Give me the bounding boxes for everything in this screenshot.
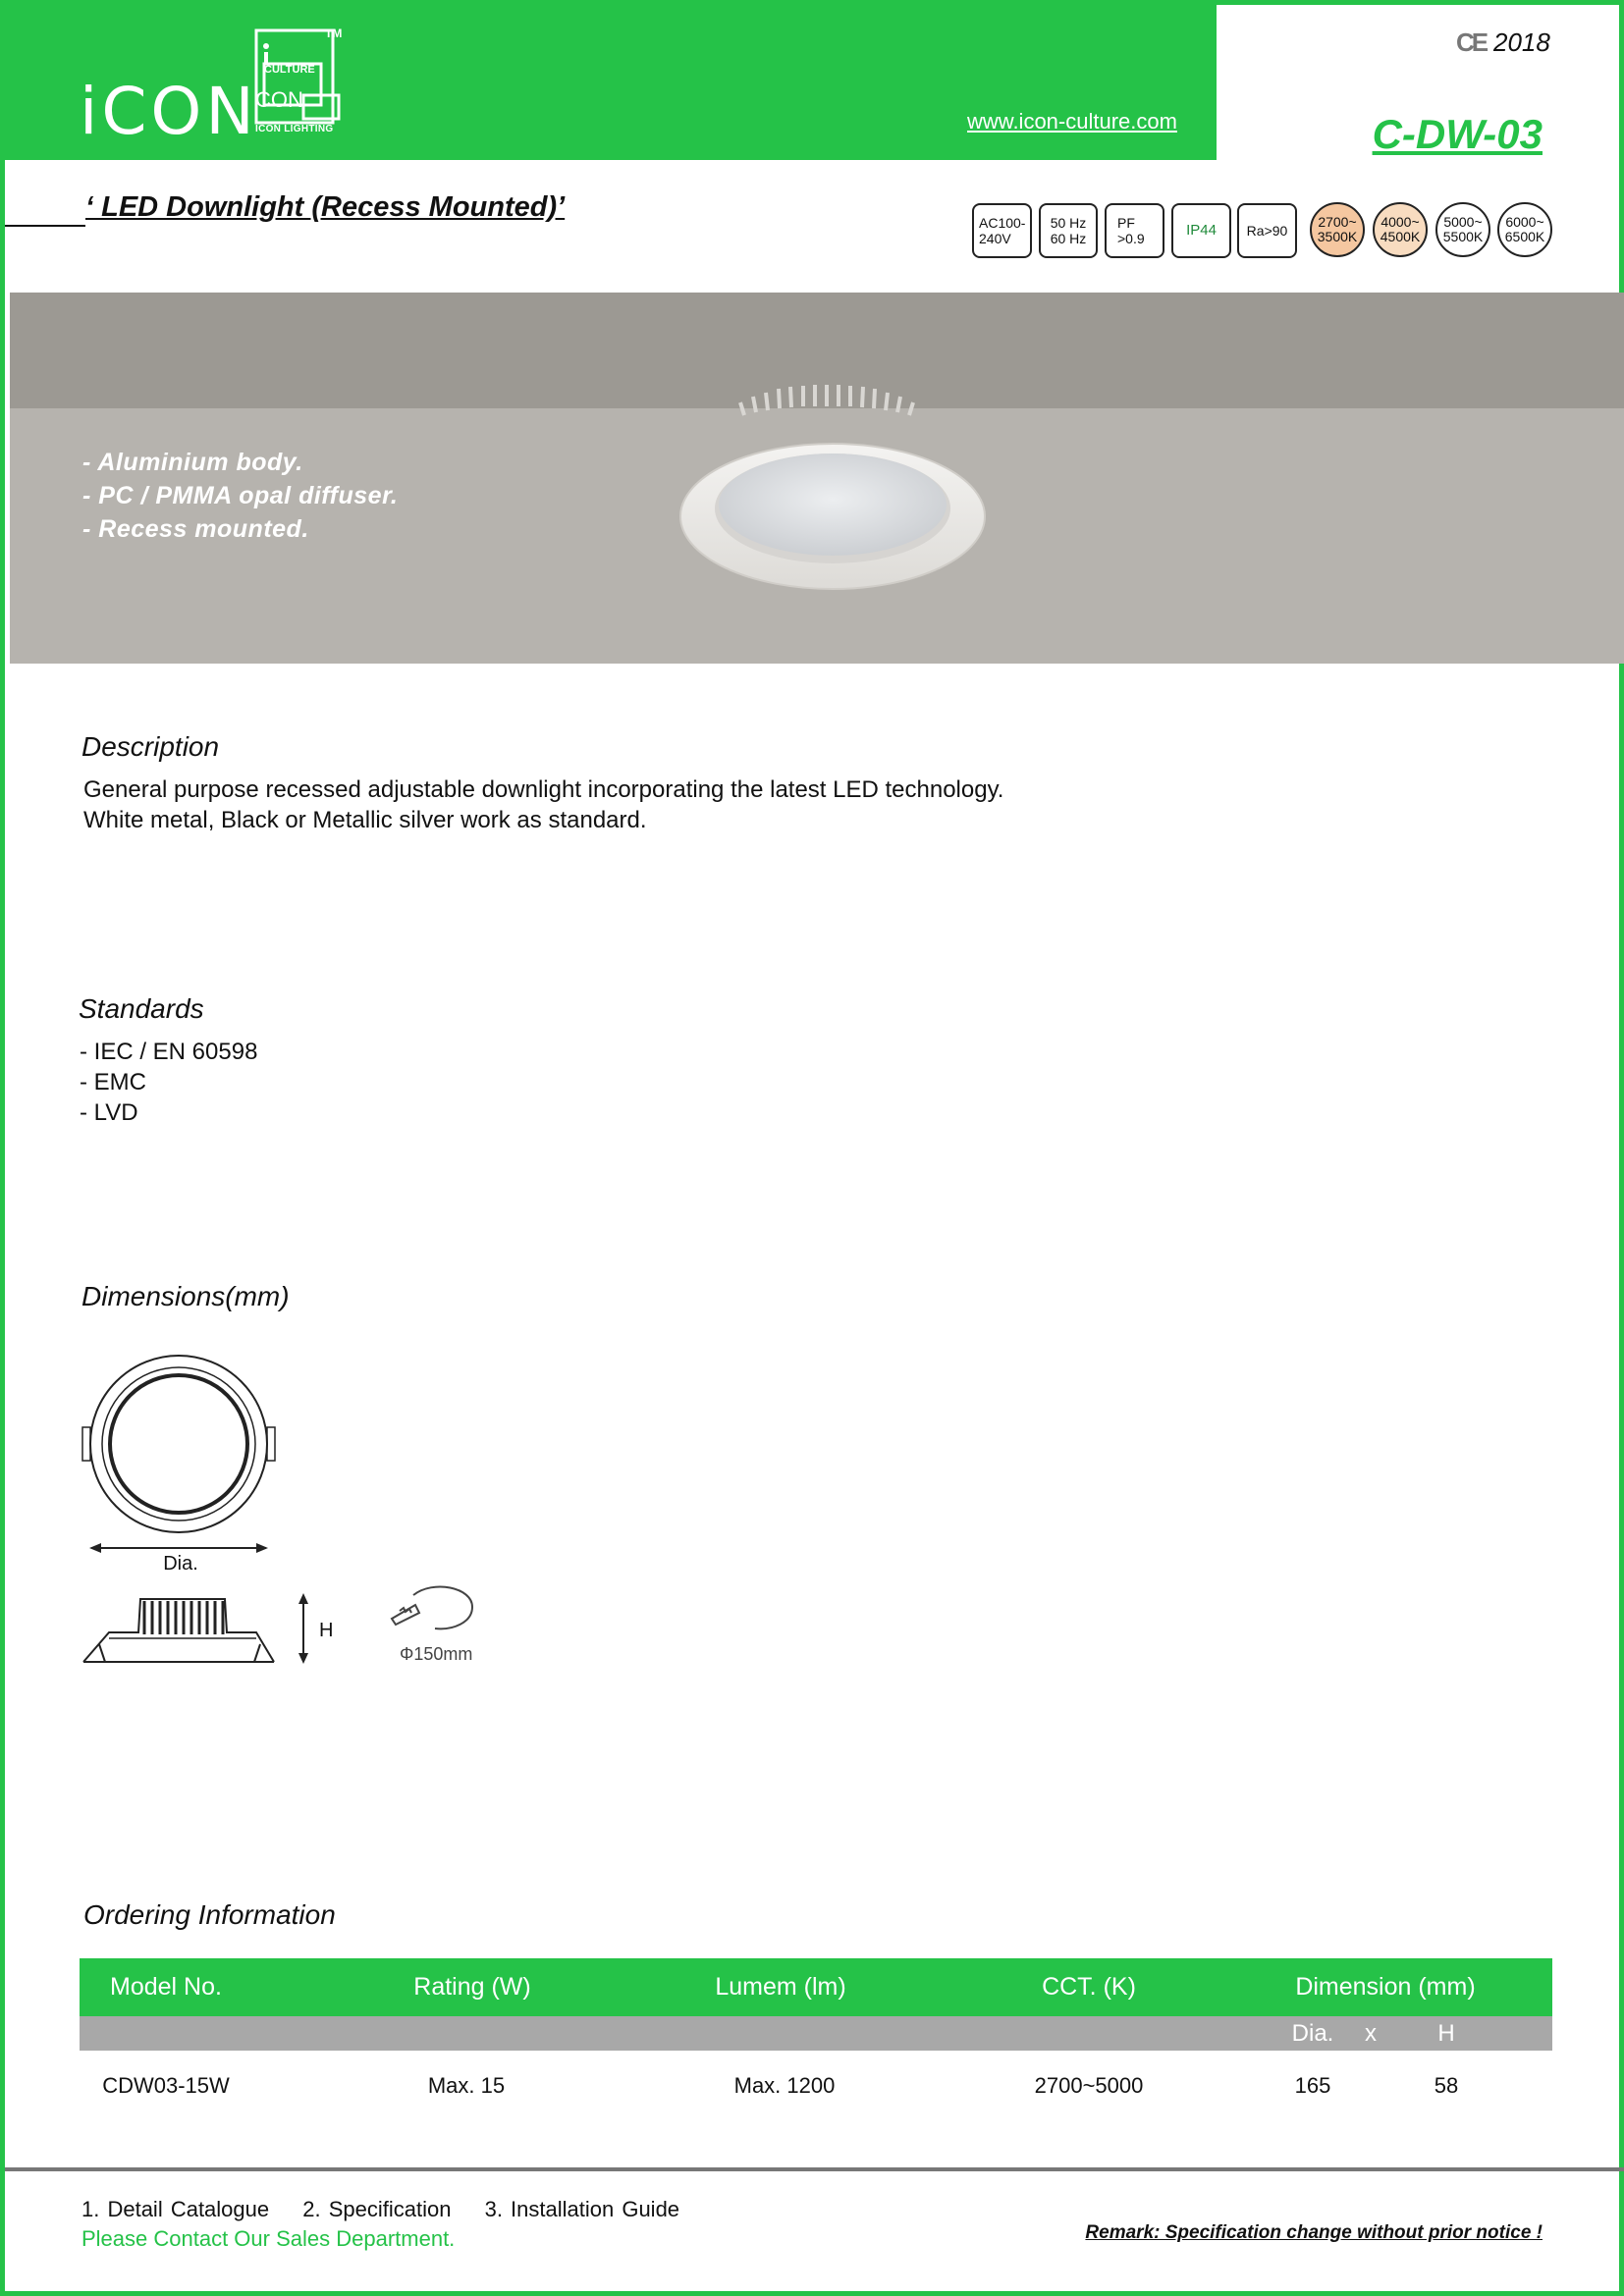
- cell-cct: 2700~5000: [1034, 2073, 1144, 2098]
- standards-item: - IEC / EN 60598: [80, 1039, 258, 1065]
- table-subheader-row: [80, 2016, 1552, 2051]
- downlight-product-photo: [676, 361, 990, 597]
- cct-badge-5000: 5000~ 5500K: [1435, 202, 1490, 257]
- cct-badge-6000: 6000~ 6500K: [1497, 202, 1552, 257]
- product-hero-image: [10, 293, 1624, 664]
- feature-list: [82, 446, 398, 546]
- footer-remark: Remark: Specification change without prior notice !: [1085, 2222, 1543, 2243]
- trademark-symbol: TM: [325, 27, 343, 40]
- link-specification[interactable]: 2. Specification: [302, 2197, 452, 2221]
- side-view-drawing: [83, 1599, 274, 1662]
- cell-h: 58: [1434, 2073, 1459, 2098]
- catalogue-year: 2018: [1493, 27, 1550, 57]
- header-dimension: Dimension (mm): [1295, 1973, 1476, 2001]
- spec-badge-cri: Ra>90: [1237, 203, 1297, 258]
- logo-con-text: CON: [255, 87, 303, 112]
- spec-badge-power-factor: PF >0.9: [1105, 203, 1164, 258]
- description-text: General purpose recessed adjustable downlight incorporating the latest LED technology. White metal, Black or Metallic silver work as standard.: [83, 776, 1004, 833]
- dimensions-heading: Dimensions(mm): [81, 1281, 290, 1311]
- subheader-dia: Dia.: [1291, 2020, 1334, 2047]
- footer-doc-links: [81, 2197, 705, 2222]
- ordering-heading: Ordering Information: [83, 1899, 336, 1930]
- spec-badge-ip-rating: IP44: [1171, 203, 1231, 258]
- model-code: C-DW-03: [1372, 111, 1543, 157]
- cutout-saw-icon: [392, 1586, 472, 1629]
- height-label: H: [319, 1620, 334, 1641]
- link-detail-catalogue[interactable]: 1. Detail Catalogue: [81, 2197, 270, 2221]
- footer-contact-text: Please Contact Our Sales Department.: [81, 2226, 456, 2251]
- feature-item: - Recess mounted.: [82, 515, 309, 543]
- cell-model: CDW03-15W: [102, 2073, 230, 2098]
- subheader-x: x: [1365, 2020, 1377, 2047]
- standards-item: - LVD: [80, 1099, 138, 1126]
- cct-badge-4000: 4000~ 4500K: [1373, 202, 1428, 257]
- website-link[interactable]: www.icon-culture.com: [967, 109, 1177, 133]
- cell-rating: Max. 15: [427, 2073, 506, 2098]
- subheader-h: H: [1437, 2020, 1455, 2047]
- feature-item: - PC / PMMA opal diffuser.: [82, 482, 399, 509]
- logo-culture-text: CULTURE: [264, 64, 315, 76]
- header-rating: Rating (W): [413, 1973, 531, 2001]
- feature-item: - Aluminium body.: [82, 449, 303, 476]
- cct-badge-2700: 2700~ 3500K: [1310, 202, 1365, 257]
- dia-dimension-arrow: [89, 1543, 268, 1553]
- title-underline: [5, 225, 85, 227]
- header-model: Model No.: [110, 1973, 222, 2001]
- standards-heading: Standards: [79, 993, 204, 1024]
- description-heading: Description: [81, 731, 220, 762]
- dia-label: Dia.: [163, 1553, 198, 1575]
- cutout-label: Φ150mm: [400, 1644, 473, 1664]
- standards-item: - EMC: [80, 1069, 146, 1095]
- footer-divider: [5, 2167, 1624, 2171]
- header-lumen: Lumem (lm): [715, 1973, 846, 2001]
- logo-caption: ICON LIGHTING: [255, 124, 334, 134]
- spec-badge-voltage: AC100- 240V: [972, 203, 1032, 258]
- brand-wordmark: iCON: [80, 74, 258, 149]
- height-dimension-arrow: [298, 1593, 308, 1664]
- table-row: [80, 2051, 1552, 2121]
- spec-badge-frequency: 50 Hz 60 Hz: [1039, 203, 1098, 258]
- header-cct: CCT. (K): [1042, 1973, 1136, 2001]
- logo-icon: [250, 25, 349, 134]
- ce-mark-icon: CE: [1456, 27, 1487, 57]
- product-title: ‘ LED Downlight (Recess Mounted)’: [85, 191, 566, 223]
- cell-lumen: Max. 1200: [733, 2073, 836, 2098]
- standards-list: [80, 1037, 257, 1128]
- ordering-table: [80, 1958, 1552, 2121]
- cell-dia: 165: [1294, 2073, 1331, 2098]
- header-band: [5, 5, 1217, 160]
- table-header-row: [80, 1958, 1552, 2016]
- dimension-drawing: [80, 1348, 521, 1682]
- link-installation-guide[interactable]: 3. Installation Guide: [484, 2197, 680, 2221]
- top-view-drawing: [82, 1356, 275, 1532]
